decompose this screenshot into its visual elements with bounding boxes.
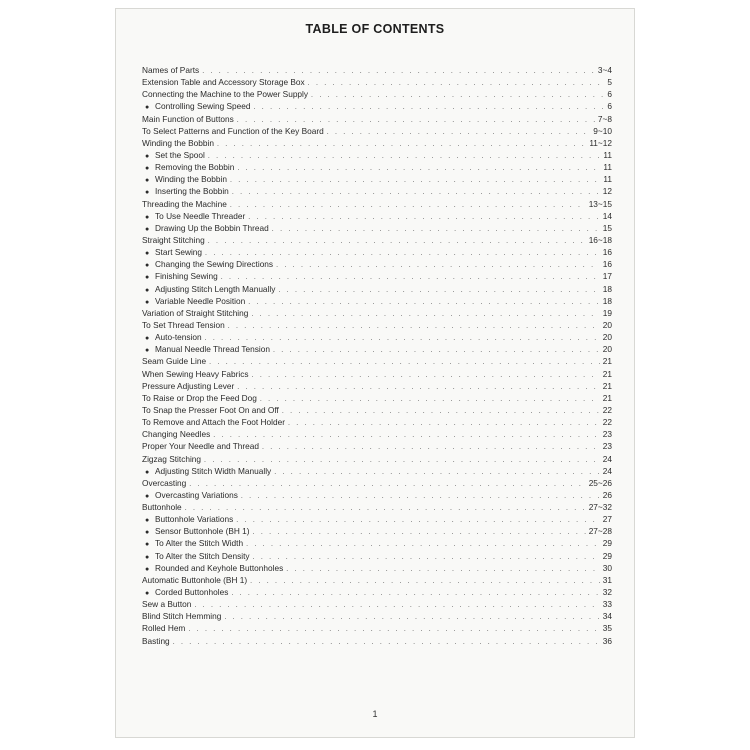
dot-leader — [308, 78, 605, 90]
toc-entry-text: Auto-tension — [155, 332, 202, 343]
toc-entry-text: Winding the Bobbin — [142, 137, 214, 148]
page-title: TABLE OF CONTENTS — [305, 22, 445, 36]
toc-entry-label — [142, 453, 201, 465]
toc-entry-page: 24 — [602, 465, 612, 476]
toc-entry — [142, 210, 612, 222]
toc-entry-page: 12 — [602, 186, 612, 197]
dot-leader — [286, 564, 600, 576]
toc-entry — [142, 246, 612, 258]
toc-entry-text: Buttonhole — [142, 502, 182, 513]
toc-entry-page: 3~4 — [597, 65, 612, 75]
toc-entry-label — [142, 113, 234, 125]
toc-entry — [142, 125, 612, 137]
toc-entry-label — [142, 574, 247, 586]
toc-entry-text: Drawing Up the Bobbin Thread — [155, 222, 269, 233]
toc-entry-page: 21 — [602, 356, 612, 367]
dot-leader — [278, 285, 599, 297]
toc-entry-label — [142, 392, 257, 404]
toc-entry-page: 33 — [602, 599, 612, 610]
dot-leader — [208, 151, 601, 163]
toc-entry-page: 31 — [602, 574, 612, 585]
toc-entry-text: Rolled Hem — [142, 623, 186, 634]
toc-entry — [142, 635, 612, 647]
toc-entry-text: When Sewing Heavy Fabrics — [142, 368, 249, 379]
dot-leader — [221, 272, 600, 284]
toc-entry — [142, 222, 612, 234]
toc-entry-text: To Remove and Attach the Foot Holder — [142, 417, 285, 428]
toc-entry-page: 20 — [602, 344, 612, 355]
toc-entry-page: 6 — [607, 89, 612, 100]
bullet-icon: ● — [145, 165, 150, 173]
bullet-icon: ● — [145, 565, 150, 573]
toc-entry-page: 34 — [602, 611, 612, 622]
dot-leader — [231, 588, 599, 600]
toc-entry — [142, 562, 612, 574]
toc-entry — [142, 586, 612, 598]
dot-leader — [253, 527, 586, 539]
dot-leader — [237, 163, 600, 175]
toc-entry-text: Pressure Adjusting Lever — [142, 380, 235, 391]
toc-entry — [142, 270, 612, 282]
toc-entry — [142, 574, 612, 586]
toc-entry-page: 15 — [602, 222, 612, 233]
toc-entry — [142, 198, 612, 210]
dot-leader — [188, 624, 599, 636]
toc-entry — [142, 161, 612, 173]
toc-entry-text: Connecting the Machine to the Power Supply — [142, 89, 309, 100]
dot-leader — [282, 406, 600, 418]
toc-entry-label — [142, 319, 225, 331]
toc-entry-text: Main Function of Buttons — [142, 113, 234, 124]
dot-leader — [232, 187, 600, 199]
toc-entry-text: Zigzag Stitching — [142, 453, 202, 464]
toc-entry — [142, 295, 612, 307]
toc-entry-label — [142, 501, 182, 513]
toc-entry-text: To Use Needle Threader — [155, 210, 246, 221]
toc-entry-page: 7~8 — [597, 113, 612, 124]
bullet-icon: ● — [145, 250, 150, 258]
toc-entry-page: 29 — [602, 550, 612, 561]
dot-leader — [248, 212, 600, 224]
toc-entry-page: 27~32 — [588, 502, 612, 513]
toc-entry — [142, 137, 612, 149]
toc-entry-page: 19 — [602, 307, 612, 318]
toc-entry-page: 6 — [607, 101, 612, 112]
toc-entry — [142, 258, 612, 270]
page-number: 1 — [372, 709, 378, 719]
toc-entry-label — [142, 125, 324, 137]
toc-entry-text: Straight Stitching — [142, 234, 205, 245]
toc-entry-text: Sew a Button — [142, 599, 192, 610]
toc-entry-page: 29 — [602, 538, 612, 549]
toc-entry-text: To Raise or Drop the Feed Dog — [142, 392, 257, 403]
toc-entry-page: 11 — [603, 174, 612, 185]
toc-entry-label — [142, 137, 214, 149]
toc-entry-text: To Snap the Presser Foot On and Off — [142, 404, 279, 415]
toc-entry-text: Winding the Bobbin — [155, 174, 227, 185]
dot-leader — [236, 515, 600, 527]
bullet-icon: ● — [145, 152, 150, 160]
toc-entry — [142, 64, 612, 76]
toc-entry — [142, 465, 612, 477]
table-of-contents — [142, 64, 612, 647]
toc-entry-label — [142, 416, 285, 428]
toc-entry-text: Set the Spool — [155, 149, 205, 160]
dot-leader — [253, 552, 600, 564]
dot-leader — [251, 309, 599, 321]
dot-leader — [213, 430, 599, 442]
toc-entry-text: Buttonhole Variations — [155, 514, 234, 525]
dot-leader — [327, 127, 591, 139]
dot-leader — [208, 236, 586, 248]
bullet-icon: ● — [145, 335, 150, 343]
toc-entry-page: 11 — [603, 162, 612, 173]
bullet-icon: ● — [145, 347, 150, 355]
dot-leader — [311, 90, 604, 102]
toc-entry — [142, 149, 612, 161]
toc-entry — [142, 550, 612, 562]
toc-entry-page: 18 — [602, 283, 612, 294]
toc-entry — [142, 380, 612, 392]
bullet-icon: ● — [145, 213, 150, 221]
toc-entry-text: Start Sewing — [155, 247, 203, 258]
toc-entry-text: Corded Buttonholes — [155, 587, 229, 598]
toc-entry — [142, 355, 612, 367]
toc-entry-text: Names of Parts — [142, 65, 200, 75]
toc-entry-text: Variable Needle Position — [155, 295, 246, 306]
toc-entry-page: 16 — [602, 259, 612, 270]
dot-leader — [185, 503, 586, 515]
toc-entry-text: Blind Stitch Hemming — [142, 611, 222, 622]
toc-entry-page: 20 — [602, 319, 612, 330]
toc-entry — [142, 489, 612, 501]
toc-entry-text: Changing Needles — [142, 429, 211, 440]
toc-entry — [142, 283, 612, 295]
toc-entry — [142, 343, 612, 355]
toc-entry — [142, 404, 612, 416]
toc-entry — [142, 234, 612, 246]
toc-entry-text: To Alter the Stitch Density — [155, 550, 250, 561]
dot-leader — [194, 600, 599, 612]
toc-entry — [142, 537, 612, 549]
toc-entry-label — [142, 234, 205, 246]
toc-entry-page: 16~18 — [588, 234, 612, 245]
toc-entry — [142, 610, 612, 622]
toc-entry-page: 30 — [602, 562, 612, 573]
toc-entry — [142, 173, 612, 185]
toc-entry — [142, 416, 612, 428]
dot-leader — [217, 139, 586, 151]
toc-entry-page: 27~28 — [588, 526, 612, 537]
dot-leader — [252, 370, 600, 382]
toc-entry — [142, 428, 612, 440]
toc-entry — [142, 477, 612, 489]
toc-entry-text: Basting — [142, 635, 170, 646]
toc-entry-page: 22 — [602, 417, 612, 428]
toc-entry-page: 5 — [607, 77, 612, 88]
toc-entry-text: Extension Table and Accessory Storage Box — [142, 77, 305, 88]
dot-leader — [276, 260, 600, 272]
bullet-icon: ● — [145, 529, 150, 537]
toc-entry-label — [142, 64, 199, 76]
toc-entry-label — [142, 88, 308, 100]
toc-entry-page: 24 — [602, 453, 612, 464]
toc-entry-text: To Select Patterns and Function of the Key Board — [142, 125, 324, 136]
toc-entry-label — [142, 404, 279, 416]
toc-entry-page: 13~15 — [588, 198, 612, 209]
toc-entry-text: Automatic Buttonhole (BH 1) — [142, 574, 248, 585]
bullet-icon: ● — [145, 492, 150, 500]
toc-entry-text: Controlling Sewing Speed — [155, 101, 251, 112]
toc-entry-text: Proper Your Needle and Thread — [142, 441, 260, 452]
toc-entry — [142, 331, 612, 343]
toc-entry-text: Finishing Sewing — [155, 271, 218, 282]
toc-entry-label — [142, 307, 248, 319]
toc-entry-text: To Alter the Stitch Width — [155, 538, 244, 549]
bullet-icon: ● — [145, 517, 150, 525]
bullet-icon: ● — [145, 225, 150, 233]
toc-entry-page: 32 — [602, 587, 612, 598]
toc-entry-text: Adjusting Stitch Length Manually — [155, 283, 276, 294]
toc-entry-page: 23 — [602, 429, 612, 440]
bullet-icon: ● — [145, 298, 150, 306]
toc-entry-page: 35 — [602, 623, 612, 634]
toc-entry-label — [142, 380, 234, 392]
toc-entry-page: 11 — [603, 149, 612, 160]
toc-entry — [142, 513, 612, 525]
toc-entry-page: 27 — [602, 514, 612, 525]
dot-leader — [260, 394, 600, 406]
bullet-icon: ● — [145, 262, 150, 270]
toc-entry — [142, 525, 612, 537]
toc-entry-text: Rounded and Keyhole Buttonholes — [155, 562, 284, 573]
document-page — [115, 8, 635, 738]
dot-leader — [248, 297, 600, 309]
bullet-icon: ● — [145, 104, 150, 112]
toc-entry-text: Overcasting Variations — [155, 489, 238, 500]
bullet-icon: ● — [145, 177, 150, 185]
toc-entry-label — [142, 635, 170, 647]
toc-entry-text: Changing the Sewing Directions — [155, 259, 274, 270]
toc-entry — [142, 88, 612, 100]
toc-entry-text: Variation of Straight Stitching — [142, 307, 249, 318]
toc-entry — [142, 622, 612, 634]
toc-entry-text: Sensor Buttonhole (BH 1) — [155, 526, 250, 537]
toc-entry-page: 21 — [602, 380, 612, 391]
toc-entry-page: 14 — [602, 210, 612, 221]
toc-entry-page: 26 — [602, 489, 612, 500]
toc-entry-text: Adjusting Stitch Width Manually — [155, 465, 272, 476]
dot-leader — [262, 442, 600, 454]
toc-entry-page: 36 — [602, 635, 612, 646]
dot-leader — [228, 321, 600, 333]
toc-entry-label — [142, 198, 227, 210]
toc-entry — [142, 319, 612, 331]
dot-leader — [250, 576, 600, 588]
toc-entry-page: 22 — [602, 404, 612, 415]
toc-entry-label — [142, 440, 259, 452]
toc-entry-text: Removing the Bobbin — [155, 162, 235, 173]
toc-entry — [142, 598, 612, 610]
toc-entry-text: Threading the Machine — [142, 198, 227, 209]
bullet-icon: ● — [145, 189, 150, 197]
toc-entry — [142, 392, 612, 404]
toc-entry-page: 18 — [602, 295, 612, 306]
dot-leader — [253, 102, 604, 114]
toc-entry-page: 25~26 — [588, 477, 612, 488]
bullet-icon: ● — [145, 590, 150, 598]
toc-entry-text: Overcasting — [142, 477, 187, 488]
dot-leader — [274, 467, 600, 479]
toc-entry-page: 21 — [602, 368, 612, 379]
toc-entry-page: 21 — [602, 392, 612, 403]
toc-entry — [142, 440, 612, 452]
bullet-icon: ● — [145, 468, 150, 476]
dot-leader — [209, 357, 600, 369]
toc-entry — [142, 185, 612, 197]
toc-entry-label — [142, 610, 221, 622]
toc-entry-text: To Set Thread Tension — [142, 319, 225, 330]
toc-entry-page: 23 — [602, 441, 612, 452]
toc-entry — [142, 307, 612, 319]
bullet-icon: ● — [145, 553, 150, 561]
dot-leader — [224, 612, 599, 624]
toc-entry — [142, 113, 612, 125]
toc-entry — [142, 76, 612, 88]
bullet-icon: ● — [145, 286, 150, 294]
dot-leader — [246, 539, 600, 551]
dot-leader — [230, 175, 600, 187]
toc-entry-page: 16 — [602, 247, 612, 258]
toc-entry-page: 11~12 — [589, 137, 612, 148]
toc-entry-label — [142, 477, 186, 489]
dot-leader — [272, 224, 600, 236]
toc-entry-label — [142, 428, 210, 440]
toc-entry — [142, 501, 612, 513]
dot-leader — [273, 345, 600, 357]
dot-leader — [189, 479, 585, 491]
dot-leader — [288, 418, 600, 430]
toc-entry-label — [142, 355, 206, 367]
toc-entry-page: 17 — [602, 271, 612, 282]
toc-entry — [142, 100, 612, 112]
toc-entry-page: 9~10 — [593, 125, 612, 136]
dot-leader — [241, 491, 600, 503]
toc-entry-label — [142, 368, 249, 380]
toc-entry-text: Manual Needle Thread Tension — [155, 344, 271, 355]
toc-entry — [142, 368, 612, 380]
dot-leader — [173, 637, 600, 649]
toc-entry-page: 20 — [602, 332, 612, 343]
toc-entry — [142, 453, 612, 465]
toc-entry-label — [142, 622, 185, 634]
bullet-icon: ● — [145, 541, 150, 549]
toc-entry-label — [142, 76, 305, 88]
toc-entry-text: Seam Guide Line — [142, 356, 207, 367]
dot-leader — [230, 200, 586, 212]
toc-entry-label — [142, 598, 191, 610]
bullet-icon: ● — [145, 274, 150, 282]
toc-entry-text: Inserting the Bobbin — [155, 186, 229, 197]
dot-leader — [237, 382, 600, 394]
